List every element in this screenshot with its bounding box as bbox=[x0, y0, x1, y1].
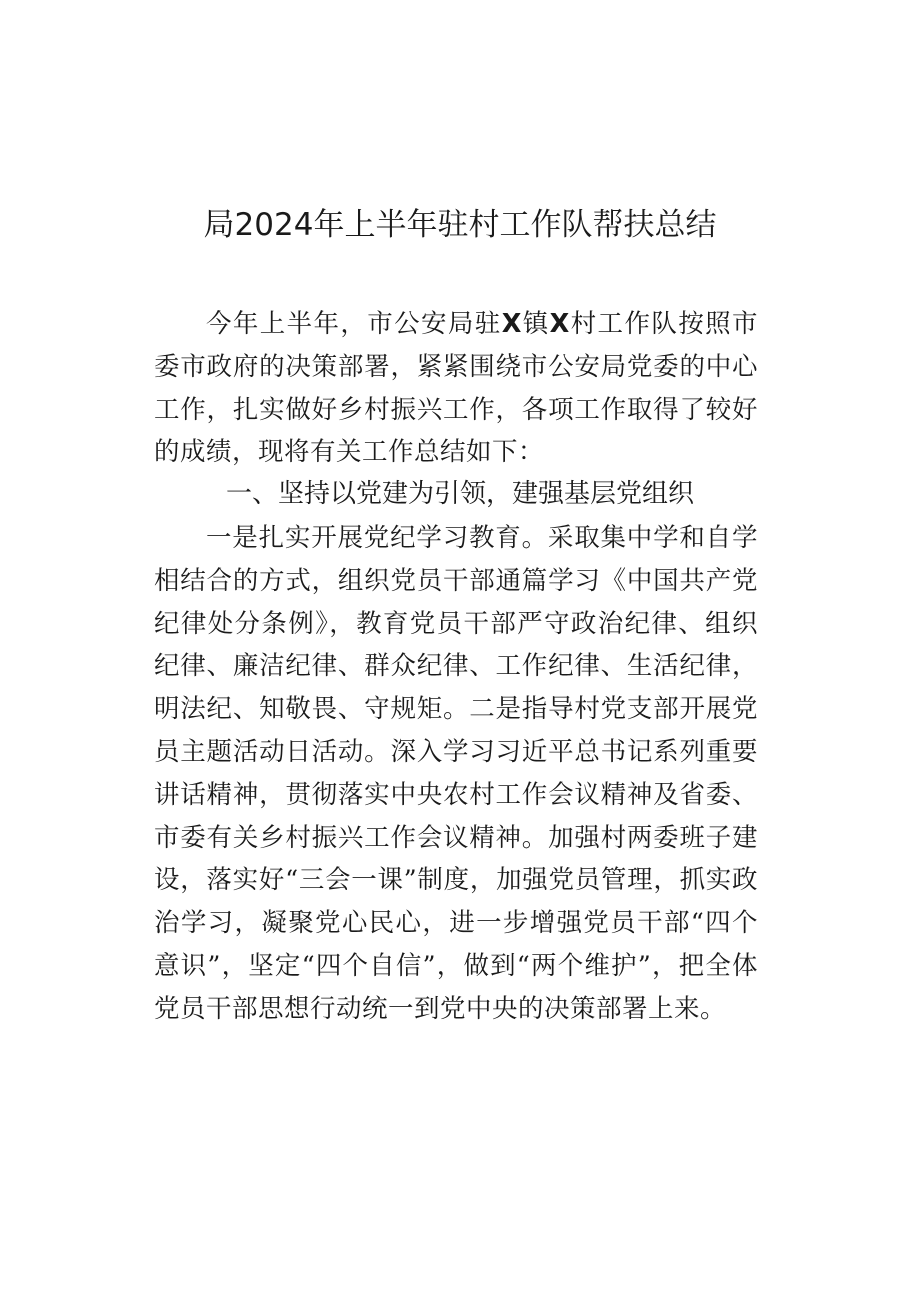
intro-text-part2: 镇 bbox=[521, 309, 550, 339]
section-heading: 一、坚持以党建为引领，建强基层党组织 bbox=[225, 479, 694, 509]
village-placeholder: X bbox=[549, 309, 570, 339]
document-title: 局2024年上半年驻村工作队帮扶总结 bbox=[203, 207, 717, 243]
intro-text-part3: 村工作队按照市委市政府的决策部署，紧紧围绕市公安局党委的中心工作，扎实做好乡村振兴工作，各项工作取得了较好的成绩，现将有关工作总结如下： bbox=[154, 309, 758, 468]
intro-text-part1: 今年上半年，市公安局驻 bbox=[206, 309, 502, 339]
town-placeholder: X bbox=[501, 309, 522, 339]
section-paragraph: 一是扎实开展党纪学习教育。采取集中学和自学相结合的方式，组织党员干部通篇学习《中国共产党纪律处分条例》，教育党员干部严守政治纪律、组织纪律、廉洁纪律、群众纪律、工作纪律、生活纪律，明法纪、知敬畏、守规矩。二是指导村党支部开展党员主题活动日活动。深入学习习近平总书记系列重要讲话精神，贯彻落实中央农村工作会议精神及省委、市委有关乡村振兴工作会议精神。加强村两委班子建设，落实好“三会一课”制度，加强党员管理，抓实政治学习，凝聚党心民心，进一步增强党员干部“四个意识”，坚定“四个自信”，做到“两个维护”，把全体党员干部思想行动统一到党中央的决策部署上来。 bbox=[154, 523, 758, 1024]
intro-paragraph bbox=[154, 303, 758, 474]
